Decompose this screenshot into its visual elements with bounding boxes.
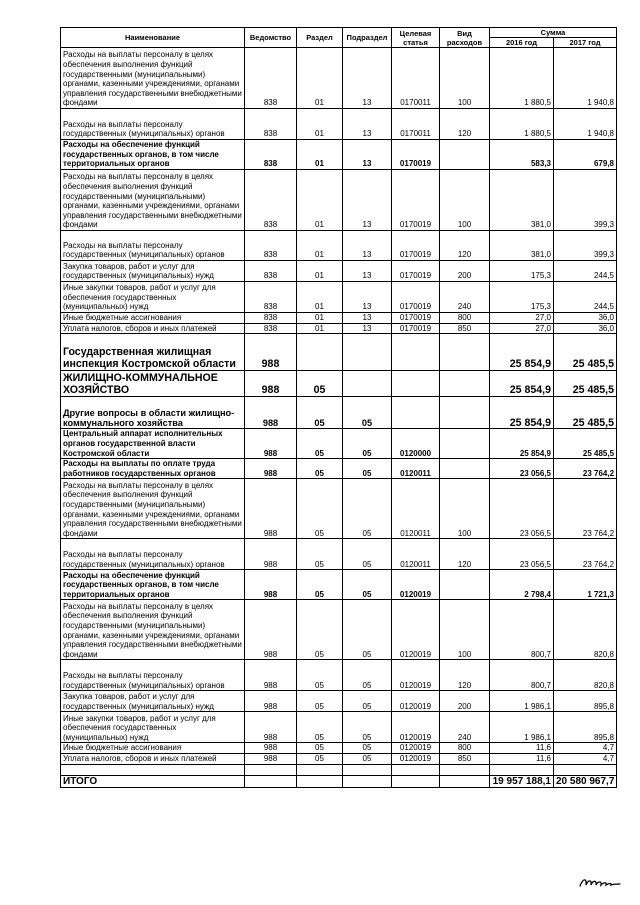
cell-sum-2016: 27,0 bbox=[490, 313, 554, 324]
cell-target bbox=[392, 397, 440, 429]
cell-department: 838 bbox=[245, 48, 297, 109]
cell-subsection: 05 bbox=[343, 429, 392, 459]
cell-name: Уплата налогов, сборов и иных платежей bbox=[61, 323, 245, 334]
cell-subsection: 05 bbox=[343, 753, 392, 764]
cell-target: 0170019 bbox=[392, 261, 440, 282]
cell-subsection: 13 bbox=[343, 170, 392, 231]
cell-department: 838 bbox=[245, 170, 297, 231]
cell-sum-2017: 4,7 bbox=[554, 743, 617, 754]
cell-name: Расходы на выплаты по оплате труда работников государственных органов bbox=[61, 459, 245, 479]
cell-section: 01 bbox=[297, 231, 343, 261]
cell-target: 0120019 bbox=[392, 570, 440, 600]
cell-subsection: 05 bbox=[343, 570, 392, 600]
cell-name: Расходы на выплаты персоналу государственных (муниципальных) органов bbox=[61, 660, 245, 691]
cell-subsection: 05 bbox=[343, 712, 392, 743]
table-row bbox=[61, 479, 617, 539]
cell-target: 0120011 bbox=[392, 539, 440, 570]
cell-sum-2016: 1 880,5 bbox=[490, 109, 554, 140]
cell-name: Уплата налогов, сборов и иных платежей bbox=[61, 753, 245, 764]
cell-expense-type bbox=[440, 371, 490, 397]
cell-subsection: 13 bbox=[343, 261, 392, 282]
header-expense-type: Вид расходов bbox=[440, 28, 490, 48]
cell-expense-type: 240 bbox=[440, 282, 490, 313]
cell-sum-2017: 1 940,8 bbox=[554, 48, 617, 109]
cell-expense-type: 100 bbox=[440, 479, 490, 539]
cell-section bbox=[297, 334, 343, 371]
cell-sum-2016 bbox=[490, 764, 554, 775]
cell-target: 0170019 bbox=[392, 231, 440, 261]
cell-department: 988 bbox=[245, 429, 297, 459]
cell-sum-2017: 4,7 bbox=[554, 753, 617, 764]
cell-section: 01 bbox=[297, 48, 343, 109]
cell-sum-2016: 381,0 bbox=[490, 231, 554, 261]
cell-expense-type bbox=[440, 459, 490, 479]
cell-expense-type: 850 bbox=[440, 323, 490, 334]
cell-department: 838 bbox=[245, 323, 297, 334]
cell-name: Расходы на выплаты персоналу государственных (муниципальных) органов bbox=[61, 109, 245, 140]
cell-name: Расходы на выплаты персоналу государственных (муниципальных) органов bbox=[61, 231, 245, 261]
cell-name: Иные закупки товаров, работ и услуг для обеспечения государственных (муниципальных) нужд bbox=[61, 282, 245, 313]
table-row bbox=[61, 48, 617, 109]
cell-expense-type: 200 bbox=[440, 261, 490, 282]
cell-name: Закупка товаров, работ и услуг для государственных (муниципальных) нужд bbox=[61, 261, 245, 282]
cell-expense-type: 120 bbox=[440, 109, 490, 140]
table-row bbox=[61, 539, 617, 570]
cell-expense-type bbox=[440, 429, 490, 459]
cell-subsection: 13 bbox=[343, 231, 392, 261]
total-row bbox=[61, 775, 617, 787]
cell-section: 01 bbox=[297, 140, 343, 170]
cell-section: 01 bbox=[297, 170, 343, 231]
cell-target: 0120019 bbox=[392, 743, 440, 754]
cell-target: 0170019 bbox=[392, 170, 440, 231]
cell-name: Другие вопросы в области жилищно-коммунального хозяйства bbox=[61, 397, 245, 429]
cell-section: 05 bbox=[297, 753, 343, 764]
cell-department: 988 bbox=[245, 753, 297, 764]
cell-department: 988 bbox=[245, 600, 297, 660]
cell-subsection: 13 bbox=[343, 140, 392, 170]
cell-sum-2016: 175,3 bbox=[490, 261, 554, 282]
cell-name: ИТОГО bbox=[61, 775, 245, 787]
cell-sum-2016: 1 986,1 bbox=[490, 691, 554, 712]
cell-sum-2017: 25 485,5 bbox=[554, 371, 617, 397]
table-row bbox=[61, 712, 617, 743]
cell-sum-2017: 895,8 bbox=[554, 691, 617, 712]
cell-subsection: 05 bbox=[343, 459, 392, 479]
cell-section bbox=[297, 764, 343, 775]
cell-target: 0170019 bbox=[392, 282, 440, 313]
cell-sum-2016: 25 854,9 bbox=[490, 397, 554, 429]
cell-department: 988 bbox=[245, 712, 297, 743]
cell-sum-2016: 25 854,9 bbox=[490, 429, 554, 459]
cell-sum-2017: 399,3 bbox=[554, 170, 617, 231]
cell-target: 0120011 bbox=[392, 459, 440, 479]
cell-sum-2017: 36,0 bbox=[554, 313, 617, 324]
cell-sum-2017: 23 764,2 bbox=[554, 479, 617, 539]
cell-section: 01 bbox=[297, 261, 343, 282]
cell-sum-2016: 800,7 bbox=[490, 660, 554, 691]
cell-expense-type bbox=[440, 397, 490, 429]
cell-section: 05 bbox=[297, 743, 343, 754]
table-row bbox=[61, 691, 617, 712]
table-row bbox=[61, 323, 617, 334]
cell-department: 988 bbox=[245, 479, 297, 539]
cell-sum-2017: 20 580 967,7 bbox=[554, 775, 617, 787]
cell-name: Иные закупки товаров, работ и услуг для обеспечения государственных (муниципальных) нужд bbox=[61, 712, 245, 743]
cell-section: 05 bbox=[297, 429, 343, 459]
cell-subsection: 13 bbox=[343, 313, 392, 324]
cell-expense-type bbox=[440, 775, 490, 787]
cell-department: 838 bbox=[245, 140, 297, 170]
cell-target: 0120019 bbox=[392, 691, 440, 712]
cell-department: 988 bbox=[245, 459, 297, 479]
cell-department: 988 bbox=[245, 570, 297, 600]
cell-sum-2017: 36,0 bbox=[554, 323, 617, 334]
cell-expense-type: 240 bbox=[440, 712, 490, 743]
cell-sum-2017: 244,5 bbox=[554, 261, 617, 282]
cell-subsection: 13 bbox=[343, 323, 392, 334]
cell-name: Расходы на обеспечение функций государственных органов, в том числе территориальных органов bbox=[61, 570, 245, 600]
cell-target: 0120019 bbox=[392, 600, 440, 660]
table-row bbox=[61, 313, 617, 324]
table-row bbox=[61, 660, 617, 691]
cell-target: 0120019 bbox=[392, 660, 440, 691]
cell-name: Закупка товаров, работ и услуг для государственных (муниципальных) нужд bbox=[61, 691, 245, 712]
cell-sum-2016: 25 854,9 bbox=[490, 371, 554, 397]
cell-name: Расходы на выплаты персоналу в целях обеспечения выполнения функций государственными (муниципальными) органами, казенными учреждениями, органами управления государственными внебюджетными фондами bbox=[61, 48, 245, 109]
cell-subsection: 05 bbox=[343, 660, 392, 691]
header-subsection: Подраздел bbox=[343, 28, 392, 48]
cell-sum-2017: 1 721,3 bbox=[554, 570, 617, 600]
cell-department: 838 bbox=[245, 261, 297, 282]
table-row bbox=[61, 764, 617, 775]
cell-department: 838 bbox=[245, 231, 297, 261]
cell-department: 988 bbox=[245, 660, 297, 691]
cell-name: Расходы на выплаты персоналу в целях обеспечения выполнения функций государственными (муниципальными) органами, казенными учреждениями, органами управления государственными внебюджетными фондами bbox=[61, 600, 245, 660]
cell-department: 988 bbox=[245, 539, 297, 570]
cell-expense-type: 120 bbox=[440, 539, 490, 570]
table-row bbox=[61, 109, 617, 140]
cell-subsection bbox=[343, 334, 392, 371]
cell-subsection: 05 bbox=[343, 600, 392, 660]
cell-department bbox=[245, 775, 297, 787]
cell-target: 0170011 bbox=[392, 48, 440, 109]
cell-expense-type: 800 bbox=[440, 313, 490, 324]
budget-rows bbox=[61, 48, 617, 788]
cell-target: 0120000 bbox=[392, 429, 440, 459]
cell-section: 05 bbox=[297, 691, 343, 712]
cell-sum-2016: 583,3 bbox=[490, 140, 554, 170]
cell-target: 0120019 bbox=[392, 753, 440, 764]
cell-expense-type: 100 bbox=[440, 48, 490, 109]
cell-expense-type: 850 bbox=[440, 753, 490, 764]
cell-sum-2016: 800,7 bbox=[490, 600, 554, 660]
cell-section: 05 bbox=[297, 371, 343, 397]
cell-section: 05 bbox=[297, 479, 343, 539]
cell-section: 05 bbox=[297, 397, 343, 429]
table-row bbox=[61, 459, 617, 479]
cell-sum-2017 bbox=[554, 764, 617, 775]
header-year-2017: 2017 год bbox=[554, 38, 617, 48]
cell-target: 0170019 bbox=[392, 313, 440, 324]
cell-subsection: 05 bbox=[343, 743, 392, 754]
table-row bbox=[61, 371, 617, 397]
cell-section: 05 bbox=[297, 660, 343, 691]
cell-section: 01 bbox=[297, 323, 343, 334]
cell-sum-2016: 1 986,1 bbox=[490, 712, 554, 743]
cell-name: Расходы на обеспечение функций государственных органов, в том числе территориальных органов bbox=[61, 140, 245, 170]
cell-name: Иные бюджетные ассигнования bbox=[61, 313, 245, 324]
table-row bbox=[61, 282, 617, 313]
cell-sum-2017: 25 485,5 bbox=[554, 397, 617, 429]
cell-subsection: 05 bbox=[343, 479, 392, 539]
cell-section bbox=[297, 775, 343, 787]
cell-subsection: 05 bbox=[343, 397, 392, 429]
cell-sum-2017: 895,8 bbox=[554, 712, 617, 743]
cell-sum-2016: 19 957 188,1 bbox=[490, 775, 554, 787]
cell-subsection bbox=[343, 775, 392, 787]
cell-name: Государственная жилищная инспекция Костромской области bbox=[61, 334, 245, 371]
cell-expense-type: 100 bbox=[440, 600, 490, 660]
cell-sum-2017: 399,3 bbox=[554, 231, 617, 261]
header-year-2016: 2016 год bbox=[490, 38, 554, 48]
cell-sum-2016: 11,6 bbox=[490, 753, 554, 764]
cell-name: Иные бюджетные ассигнования bbox=[61, 743, 245, 754]
cell-section: 01 bbox=[297, 282, 343, 313]
table-row bbox=[61, 429, 617, 459]
cell-section: 05 bbox=[297, 600, 343, 660]
cell-sum-2016: 175,3 bbox=[490, 282, 554, 313]
cell-sum-2016: 11,6 bbox=[490, 743, 554, 754]
table-row bbox=[61, 600, 617, 660]
cell-sum-2017: 23 764,2 bbox=[554, 539, 617, 570]
header-department: Ведомство bbox=[245, 28, 297, 48]
table-row bbox=[61, 334, 617, 371]
table-row bbox=[61, 570, 617, 600]
cell-section: 05 bbox=[297, 539, 343, 570]
cell-target bbox=[392, 764, 440, 775]
cell-subsection bbox=[343, 764, 392, 775]
budget-sheet bbox=[60, 27, 616, 788]
table-row bbox=[61, 140, 617, 170]
cell-target bbox=[392, 334, 440, 371]
cell-sum-2016: 2 798,4 bbox=[490, 570, 554, 600]
cell-expense-type bbox=[440, 140, 490, 170]
cell-section: 05 bbox=[297, 712, 343, 743]
cell-section: 01 bbox=[297, 109, 343, 140]
table-row bbox=[61, 231, 617, 261]
handwritten-signature bbox=[578, 872, 622, 890]
cell-name: Расходы на выплаты персоналу в целях обеспечения выполнения функций государственными (муниципальными) органами, казенными учреждениями, органами управления государственными внебюджетными фондами bbox=[61, 170, 245, 231]
header-section: Раздел bbox=[297, 28, 343, 48]
cell-department: 988 bbox=[245, 743, 297, 754]
cell-sum-2016: 1 880,5 bbox=[490, 48, 554, 109]
cell-expense-type: 800 bbox=[440, 743, 490, 754]
cell-sum-2017: 25 485,5 bbox=[554, 429, 617, 459]
cell-name: Расходы на выплаты персоналу государственных (муниципальных) органов bbox=[61, 539, 245, 570]
table-row bbox=[61, 397, 617, 429]
cell-name bbox=[61, 764, 245, 775]
cell-section: 05 bbox=[297, 570, 343, 600]
header-name: Наименование bbox=[61, 28, 245, 48]
cell-target: 0170019 bbox=[392, 323, 440, 334]
cell-department: 838 bbox=[245, 282, 297, 313]
cell-expense-type: 120 bbox=[440, 231, 490, 261]
table-row bbox=[61, 743, 617, 754]
header-target: Целевая статья bbox=[392, 28, 440, 48]
cell-expense-type bbox=[440, 334, 490, 371]
cell-sum-2017: 244,5 bbox=[554, 282, 617, 313]
cell-department: 988 bbox=[245, 334, 297, 371]
cell-expense-type: 200 bbox=[440, 691, 490, 712]
cell-department: 988 bbox=[245, 397, 297, 429]
cell-sum-2017: 679,8 bbox=[554, 140, 617, 170]
cell-subsection: 13 bbox=[343, 282, 392, 313]
cell-sum-2017: 820,8 bbox=[554, 600, 617, 660]
cell-target: 0120011 bbox=[392, 479, 440, 539]
cell-target bbox=[392, 371, 440, 397]
header-sum: Сумма bbox=[490, 28, 617, 38]
cell-subsection: 05 bbox=[343, 539, 392, 570]
cell-sum-2016: 27,0 bbox=[490, 323, 554, 334]
cell-section: 05 bbox=[297, 459, 343, 479]
cell-target bbox=[392, 775, 440, 787]
cell-department: 988 bbox=[245, 691, 297, 712]
cell-target: 0170019 bbox=[392, 140, 440, 170]
table-row bbox=[61, 753, 617, 764]
cell-sum-2017: 1 940,8 bbox=[554, 109, 617, 140]
cell-expense-type bbox=[440, 570, 490, 600]
cell-department: 838 bbox=[245, 109, 297, 140]
cell-subsection: 13 bbox=[343, 48, 392, 109]
cell-sum-2017: 23 764,2 bbox=[554, 459, 617, 479]
cell-expense-type: 100 bbox=[440, 170, 490, 231]
cell-sum-2016: 25 854,9 bbox=[490, 334, 554, 371]
cell-expense-type: 120 bbox=[440, 660, 490, 691]
cell-sum-2016: 381,0 bbox=[490, 170, 554, 231]
cell-department bbox=[245, 764, 297, 775]
cell-subsection: 05 bbox=[343, 691, 392, 712]
cell-subsection bbox=[343, 371, 392, 397]
cell-department: 988 bbox=[245, 371, 297, 397]
cell-department: 838 bbox=[245, 313, 297, 324]
cell-sum-2016: 23 056,5 bbox=[490, 459, 554, 479]
cell-subsection: 13 bbox=[343, 109, 392, 140]
table-row bbox=[61, 170, 617, 231]
cell-sum-2017: 820,8 bbox=[554, 660, 617, 691]
budget-table bbox=[60, 27, 617, 788]
cell-expense-type bbox=[440, 764, 490, 775]
cell-sum-2017: 25 485,5 bbox=[554, 334, 617, 371]
cell-target: 0170011 bbox=[392, 109, 440, 140]
table-row bbox=[61, 261, 617, 282]
cell-name: Центральный аппарат исполнительных органов государственной власти Костромской области bbox=[61, 429, 245, 459]
cell-sum-2016: 23 056,5 bbox=[490, 539, 554, 570]
cell-sum-2016: 23 056,5 bbox=[490, 479, 554, 539]
cell-name: ЖИЛИЩНО-КОММУНАЛЬНОЕ ХОЗЯЙСТВО bbox=[61, 371, 245, 397]
cell-name: Расходы на выплаты персоналу в целях обеспечения выполнения функций государственными (муниципальными) органами, казенными учреждениями, органами управления государственными внебюджетными фондами bbox=[61, 479, 245, 539]
cell-target: 0120019 bbox=[392, 712, 440, 743]
cell-section: 01 bbox=[297, 313, 343, 324]
